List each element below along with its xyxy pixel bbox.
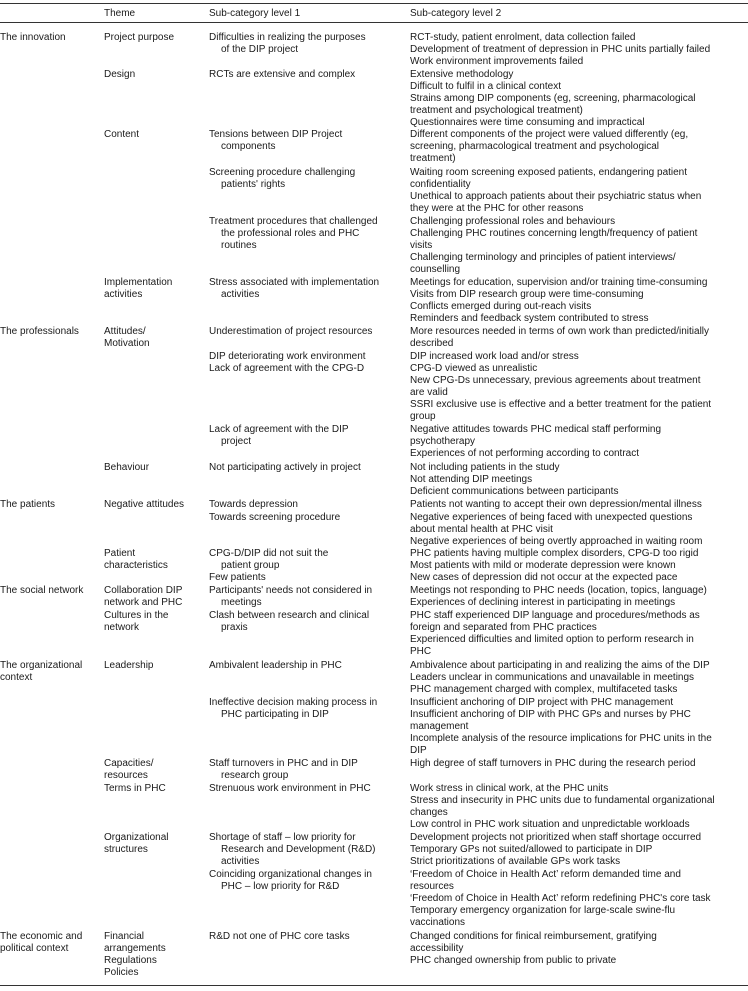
theme-cell: Financial arrangements Regulations Policies — [104, 931, 166, 978]
theme-cell: Cultures in the network — [104, 610, 169, 633]
subcategory1-cell: Treatment procedures that challenged the professional roles and PHC routines — [209, 216, 378, 251]
subcategory2-cell: DIP increased work load and/or stress — [410, 351, 579, 362]
subcategory2-cell: Changed conditions for finical reimbursement, gratifying accessibility PHC changed ownership from public to private — [410, 931, 657, 966]
subcategory2-cell: Extensive methodology Difficult to fulfil in a clinical context Strains among DIP components (eg, screening, pharmacological treatment and psychological treatment) Questionnaires were time consuming and impractical — [410, 69, 696, 128]
subcategory1-cell: Participants' needs not considered in meetings — [209, 585, 373, 608]
category-cell: The professionals — [0, 326, 79, 337]
subcategory2-cell: RCT-study, patient enrolment, data collection failed Development of treatment of depression in PHC units partially failed Work environment improvements failed — [410, 32, 711, 67]
subcategory2-cell: Work stress in clinical work, at the PHC units Stress and insecurity in PHC units due to fundamental organizational changes Low control in PHC work situation and unpredictable workloads — [410, 783, 715, 830]
subcategory2-cell: Meetings for education, supervision and/or training time-consuming Visits from DIP research group were time-consuming Conflicts emerged during out-reach visits Reminders and feedback system contributed to stress — [410, 277, 708, 324]
theme-cell: Content — [104, 129, 140, 140]
subcategory2-cell: CPG-D viewed as unrealistic New CPG-Ds unnecessary, previous agreements about treatment are valid SSRI exclusive use is effective and a better treatment for the patient group — [410, 363, 712, 422]
theme-cell: Collaboration DIP network and PHC — [104, 585, 183, 608]
subcategory2-cell: Negative experiences of being faced with unexpected questions about mental health at PHC visit Negative experiences of being overtly approached in waiting room — [410, 512, 703, 547]
theme-cell: Negative attitudes — [104, 499, 185, 510]
subcategory1-cell: Staff turnovers in PHC and in DIP research group — [209, 758, 358, 781]
subcategory2-cell: Challenging professional roles and behaviours Challenging PHC routines concerning length/frequency of patient visits Challenging terminology and principles of patient interviews/ counselling — [410, 216, 698, 275]
theme-cell: Design — [104, 69, 136, 80]
subcategory1-cell: Ambivalent leadership in PHC — [209, 660, 342, 671]
category-cell: The social network — [0, 585, 84, 596]
subcategory1-cell: Tensions between DIP Project components — [209, 129, 343, 152]
subcategory2-cell: PHC staff experienced DIP language and procedures/methods as foreign and separated from PHC practices Experienced difficulties and limited option to perform research in PHC — [410, 610, 700, 657]
subcategory2-cell: Waiting room screening exposed patients, endangering patient confidentiality Unethical to approach patients about their psychiatric status when they were at the PHC for other reasons — [410, 167, 702, 214]
header-subcat2: Sub-category level 2 — [410, 8, 502, 19]
category-cell: The innovation — [0, 32, 66, 43]
subcategory1-cell: Shortage of staff – low priority for Research and Development (R&D) activities — [209, 832, 376, 867]
theme-cell: Terms in PHC — [104, 783, 166, 794]
bottom-rule — [0, 985, 748, 986]
subcategory1-cell: Stress associated with implementation activities — [209, 277, 380, 300]
subcategory1-cell: Clash between research and clinical praxis — [209, 610, 370, 633]
subcategory1-cell: Ineffective decision making process in PHC participating in DIP — [209, 697, 378, 720]
subcategory2-cell: ‘Freedom of Choice in Health Act’ reform demanded time and resources ‘Freedom of Choice in Health Act’ reform redefining PHC's core task Temporary emergency organization for large-scale swine-flu vaccinations — [410, 869, 711, 928]
subcategory2-cell: Meetings not responding to PHC needs (location, topics, language) Experiences of declining interest in participating in meetings — [410, 585, 707, 608]
theme-cell: Implementation activities — [104, 277, 173, 300]
subcategory1-cell: CPG-D/DIP did not suit the patient group — [209, 548, 329, 571]
subcategory1-cell: R&D not one of PHC core tasks — [209, 931, 350, 942]
subcategory1-cell: Underestimation of project resources — [209, 326, 373, 337]
subcategory2-cell: Negative attitudes towards PHC medical staff performing psychotherapy Experiences of not performing according to contract — [410, 424, 662, 459]
theme-cell: Leadership — [104, 660, 154, 671]
subcategory1-cell: Difficulties in realizing the purposes of the DIP project — [209, 32, 366, 55]
theme-cell: Attitudes/ Motivation — [104, 326, 150, 349]
subcategory2-cell: High degree of staff turnovers in PHC during the research period — [410, 758, 696, 769]
top-rule — [0, 3, 748, 4]
subcategory2-cell: PHC patients having multiple complex disorders, CPG-D too rigid Most patients with mild or moderate depression were known — [410, 548, 699, 571]
subcategory2-cell: Different components of the project were valued differently (eg, screening, pharmacological treatment and psychological treatment) — [410, 129, 689, 164]
subcategory1-cell: Coinciding organizational changes in PHC – low priority for R&D — [209, 869, 372, 892]
subcategory2-cell: Insufficient anchoring of DIP project with PHC management Insufficient anchoring of DIP with PHC GPs and nurses by PHC management Incomplete analysis of the resource implications for PHC units in the DIP — [410, 697, 712, 756]
header-theme: Theme — [104, 8, 136, 19]
subcategory1-cell: Lack of agreement with the CPG-D — [209, 363, 365, 374]
subcategory2-cell: Ambivalence about participating in and realizing the aims of the DIP Leaders unclear in communications and unavailable in meetings PHC management charged with complex, multifaceted tasks — [410, 660, 710, 695]
subcategory1-cell: Few patients — [209, 572, 266, 583]
subcategory1-cell: Screening procedure challenging patients' rights — [209, 167, 356, 190]
theme-cell: Behaviour — [104, 462, 150, 473]
category-cell: The organizational context — [0, 660, 83, 683]
theme-cell: Organizational structures — [104, 832, 169, 855]
subcategory1-cell: RCTs are extensive and complex — [209, 69, 356, 80]
header-rule — [0, 22, 748, 23]
subcategory2-cell: New cases of depression did not occur at the expected pace — [410, 572, 678, 583]
subcategory1-cell: Towards screening procedure — [209, 512, 341, 523]
subcategory2-cell: More resources needed in terms of own work than predicted/initially described — [410, 326, 710, 349]
theme-cell: Patient characteristics — [104, 548, 168, 571]
theme-cell: Project purpose — [104, 32, 175, 43]
theme-cell: Capacities/ resources — [104, 758, 154, 781]
subcategory1-cell: Not participating actively in project — [209, 462, 361, 473]
category-cell: The patients — [0, 499, 56, 510]
subcategory2-cell: Development projects not prioritized when staff shortage occurred Temporary GPs not suited/allowed to participate in DIP Strict prioritizations of available GPs work tasks — [410, 832, 702, 867]
subcategory1-cell: Towards depression — [209, 499, 298, 510]
category-cell: The economic and political context — [0, 931, 83, 954]
subcategory1-cell: DIP deteriorating work environment — [209, 351, 366, 362]
subcategory2-cell: Patients not wanting to accept their own depression/mental illness — [410, 499, 702, 510]
subcategory2-cell: Not including patients in the study Not attending DIP meetings Deficient communications between participants — [410, 462, 619, 497]
header-subcat1: Sub-category level 1 — [209, 8, 301, 19]
subcategory1-cell: Lack of agreement with the DIP project — [209, 424, 349, 447]
subcategory1-cell: Strenuous work environment in PHC — [209, 783, 371, 794]
